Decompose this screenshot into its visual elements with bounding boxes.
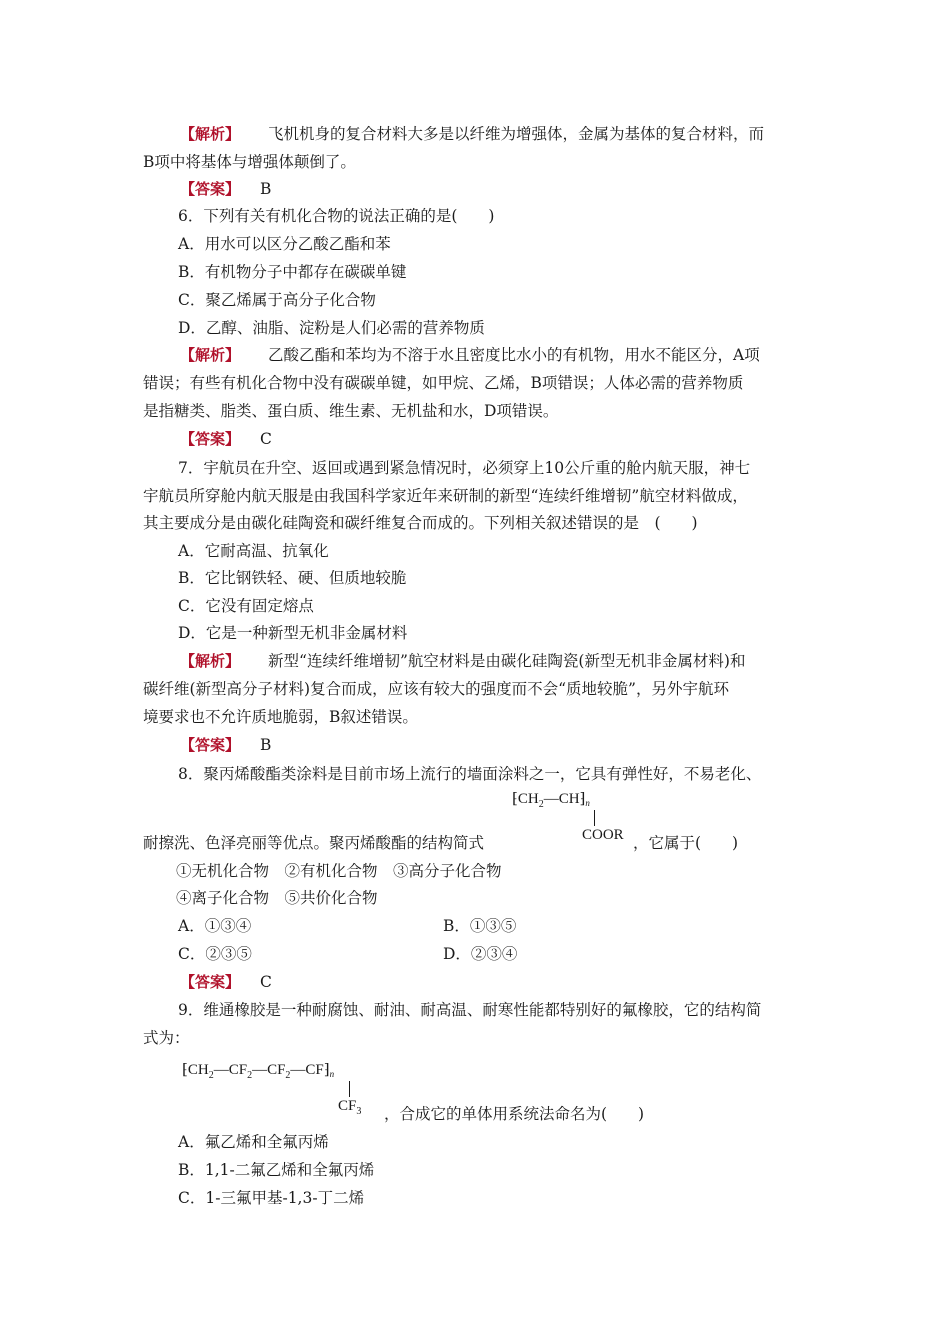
q6-option-d: D．乙醇、油脂、淀粉是人们必需的营养物质 (178, 319, 485, 337)
q8-stem-tail: ，它属于( ) (633, 834, 739, 852)
bracket-left-icon: ⁅ (182, 1062, 188, 1078)
q5-analysis-text: 飞机机身的复合材料大多是以纤维为增强体，金属为基体的复合材料，而 (268, 125, 765, 143)
answer-tag: 【答案】 (180, 430, 241, 448)
q7-option-c: C．它没有固定熔点 (178, 597, 314, 615)
q8-formula: $⁅CH_2—CH⁆_n$ (512, 791, 590, 810)
q9-option-b: B．1,1-二氟乙烯和全氟丙烯 (178, 1161, 375, 1179)
q6-analysis (180, 344, 760, 366)
q6-analysis-cont1: 错误；有些有机化合物中没有碳碳单键，如甲烷、乙烯，B项错误；人体必需的营养物质 (143, 374, 744, 392)
bracket-right-icon: ⁆ (323, 1062, 330, 1078)
q8-choices-1: ①无机化合物 ②有机化合物 ③高分子化合物 (176, 862, 502, 880)
q7-stem-cont1: 宇航员所穿舱内航天服是由我国科学家近年来研制的新型“连续纤维增韧”航空材料做成， (143, 487, 748, 505)
q8-option-a: A．①③④ (178, 917, 252, 935)
answer-tag: 【答案】 (180, 736, 241, 754)
q9-option-a: A．氟乙烯和全氟丙烯 (178, 1133, 329, 1151)
answer-tag: 【答案】 (180, 973, 241, 991)
q8-option-c: C．②③⑤ (178, 945, 252, 963)
q7-option-b: B．它比钢铁轻、硬、但质地较脆 (178, 569, 407, 587)
q8-stem-cont: 耐擦洗、色泽亮丽等优点。聚丙烯酸酯的结构简式 (143, 834, 485, 852)
q9-option-c: C．1-三氟甲基-1,3-丁二烯 (178, 1189, 365, 1207)
q6-option-b: B．有机物分子中都存在碳碳单键 (178, 263, 407, 281)
q5-answer-value: B (260, 180, 272, 198)
bracket-left-icon: ⁅ (512, 791, 518, 807)
q7-stem: 7．宇航员在升空、返回或遇到紧急情况时，必须穿上10公斤重的舱内航天服，神七 (178, 459, 751, 477)
q9-formula-cf3: $CF_3$ (338, 1098, 362, 1117)
analysis-tag: 【解析】 (180, 125, 241, 143)
q9-stem: 9．维通橡胶是一种耐腐蚀、耐油、耐高温、耐寒性能都特别好的氟橡胶，它的结构简 (178, 1001, 762, 1019)
q6-option-a: A．用水可以区分乙酸乙酯和苯 (178, 235, 391, 253)
q7-analysis-text: 新型“连续纤维增韧”航空材料是由碳化硅陶瓷(新型无机非金属材料)和 (268, 652, 746, 670)
q7-answer-value: B (260, 736, 272, 754)
q9-formula: $⁅CH_2—CF_2—CF_2—CF⁆_n$ (182, 1062, 335, 1081)
q9-stem-tail: ，合成它的单体用系统法命名为( ) (384, 1105, 645, 1123)
q9-formula-bond (349, 1081, 350, 1097)
q8-answer (180, 971, 272, 993)
q6-option-c: C．聚乙烯属于高分子化合物 (178, 291, 376, 309)
answer-tag: 【答案】 (180, 180, 241, 198)
q7-option-d: D．它是一种新型无机非金属材料 (178, 624, 408, 642)
bond-dash-icon: — (252, 1062, 268, 1078)
q6-analysis-text: 乙酸乙酯和苯均为不溶于水且密度比水小的有机物，用水不能区分，A项 (268, 346, 760, 364)
q8-choices-2: ④离子化合物 ⑤共价化合物 (176, 889, 378, 907)
q9-stem-cont: 式为： (143, 1029, 190, 1047)
q7-analysis-cont1: 碳纤维(新型高分子材料)复合而成，应该有较大的强度而不会“质地较脆”，另外宇航环 (143, 680, 729, 698)
q7-answer (180, 734, 271, 756)
q7-option-a: A．它耐高温、抗氧化 (178, 542, 329, 560)
bracket-right-icon: ⁆ (579, 791, 586, 807)
bond-dash-icon: — (290, 1062, 306, 1078)
q7-stem-cont2: 其主要成分是由碳化硅陶瓷和碳纤维复合而成的。下列相关叙述错误的是 ( ) (143, 514, 698, 532)
bond-dash-icon: — (213, 1062, 229, 1078)
q8-formula-coor: COOR (582, 827, 624, 843)
q8-option-d: D．②③④ (443, 945, 518, 963)
q8-answer-value: C (260, 973, 272, 991)
bond-dash-icon: — (543, 791, 559, 807)
q7-analysis-cont2: 境要求也不允许质地脆弱，B叙述错误。 (143, 708, 418, 726)
q6-stem: 6．下列有关有机化合物的说法正确的是( ) (178, 207, 495, 225)
q8-formula-bond (594, 810, 595, 826)
q6-analysis-cont2: 是指糖类、脂类、蛋白质、维生素、无机盐和水，D项错误。 (143, 402, 559, 420)
q8-option-b: B．①③⑤ (443, 917, 517, 935)
q8-stem: 8．聚丙烯酸酯类涂料是目前市场上流行的墙面涂料之一，它具有弹性好，不易老化、 (178, 765, 762, 783)
q6-answer (180, 428, 272, 450)
q5-analysis-cont: B项中将基体与增强体颠倒了。 (143, 153, 356, 171)
analysis-tag: 【解析】 (180, 346, 241, 364)
q5-answer (180, 178, 271, 200)
analysis-tag: 【解析】 (180, 652, 241, 670)
q7-analysis (180, 650, 745, 672)
q5-analysis (180, 123, 764, 145)
q6-answer-value: C (260, 430, 272, 448)
